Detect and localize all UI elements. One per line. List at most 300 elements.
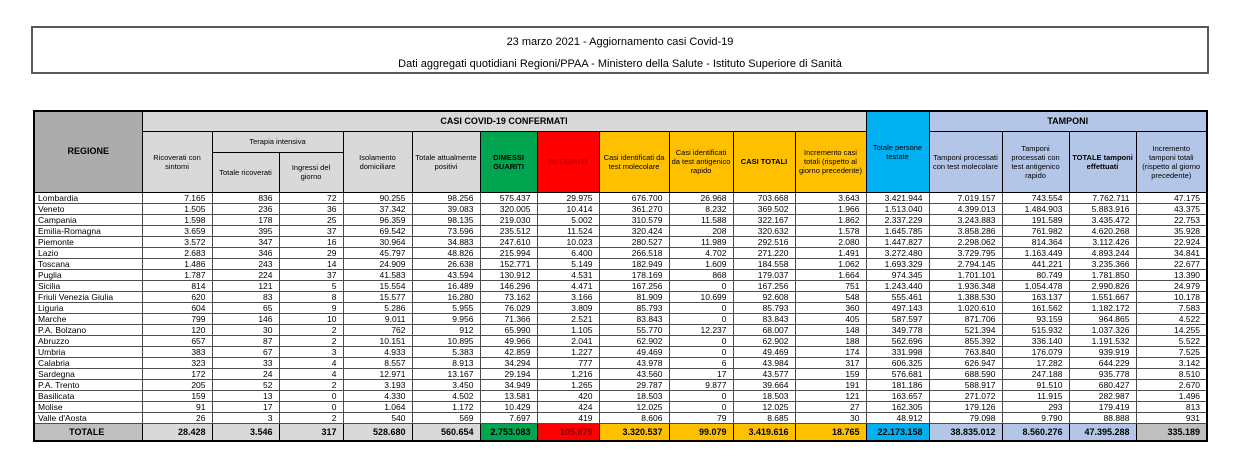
- value-cell: 420: [537, 390, 599, 401]
- value-cell: 247.188: [1002, 368, 1069, 379]
- value-cell: 346: [212, 247, 279, 258]
- value-cell: 3.809: [537, 302, 599, 313]
- value-cell: 4.620.268: [1069, 225, 1136, 236]
- value-cell: 0: [279, 401, 343, 412]
- value-cell: 179.037: [733, 269, 795, 280]
- value-cell: 55.770: [599, 324, 669, 335]
- value-cell: 320.424: [599, 225, 669, 236]
- region-name: Toscana: [34, 258, 142, 269]
- value-cell: 1.172: [412, 401, 480, 412]
- region-name: Calabria: [34, 357, 142, 368]
- value-cell: 121: [212, 280, 279, 291]
- value-cell: 24.979: [1136, 280, 1207, 291]
- value-cell: 606.325: [866, 357, 929, 368]
- region-name: Abruzzo: [34, 335, 142, 346]
- value-cell: 10.178: [1136, 291, 1207, 302]
- value-cell: 167.256: [599, 280, 669, 291]
- value-cell: 167.256: [733, 280, 795, 291]
- region-name: Valle d'Aosta: [34, 412, 142, 423]
- value-cell: 0: [669, 346, 733, 357]
- value-cell: 2.794.145: [929, 258, 1002, 269]
- value-cell: 680.427: [1069, 379, 1136, 390]
- value-cell: 7.583: [1136, 302, 1207, 313]
- value-cell: 521.394: [929, 324, 1002, 335]
- value-cell: 49.966: [480, 335, 537, 346]
- table-row: [34, 280, 1207, 291]
- value-cell: 71.366: [480, 313, 537, 324]
- table-row: [34, 313, 1207, 324]
- value-cell: 280.527: [599, 236, 669, 247]
- value-cell: 868: [669, 269, 733, 280]
- value-cell: 1.484.903: [1002, 203, 1069, 214]
- value-cell: 13.390: [1136, 269, 1207, 280]
- value-cell: 4.471: [537, 280, 599, 291]
- value-cell: 121: [795, 390, 866, 401]
- value-cell: 12.237: [669, 324, 733, 335]
- value-cell: 1.020.610: [929, 302, 1002, 313]
- value-cell: 931: [1136, 412, 1207, 423]
- value-cell: 179.419: [1069, 401, 1136, 412]
- value-cell: 65.990: [480, 324, 537, 335]
- value-cell: 331.998: [866, 346, 929, 357]
- region-name: Umbria: [34, 346, 142, 357]
- value-cell: 130.912: [480, 269, 537, 280]
- value-cell: 24.909: [343, 258, 412, 269]
- value-cell: 1.191.532: [1069, 335, 1136, 346]
- value-cell: 178.169: [599, 269, 669, 280]
- value-cell: 14.255: [1136, 324, 1207, 335]
- value-cell: 176.079: [1002, 346, 1069, 357]
- value-cell: 41.583: [343, 269, 412, 280]
- value-cell: 271.220: [733, 247, 795, 258]
- table-row: [34, 379, 1207, 390]
- value-cell: 3.435.472: [1069, 214, 1136, 225]
- value-cell: 743.554: [1002, 192, 1069, 203]
- value-cell: 93.159: [1002, 313, 1069, 324]
- value-cell: 49.469: [599, 346, 669, 357]
- value-cell: 17.282: [1002, 357, 1069, 368]
- value-cell: 3.421.944: [866, 192, 929, 203]
- group-header-tamponi: TAMPONI: [929, 111, 1207, 131]
- value-cell: 1.182.172: [1069, 302, 1136, 313]
- col-header-casi-totali: CASI TOTALI: [733, 131, 795, 192]
- value-cell: 3.243.883: [929, 214, 1002, 225]
- value-cell: 336.140: [1002, 335, 1069, 346]
- totals-value-cell: 99.079: [669, 423, 733, 441]
- table-row: [34, 302, 1207, 313]
- value-cell: 42.859: [480, 346, 537, 357]
- value-cell: 2.298.062: [929, 236, 1002, 247]
- value-cell: 2.670: [1136, 379, 1207, 390]
- value-cell: 6: [669, 357, 733, 368]
- table-row: [34, 368, 1207, 379]
- value-cell: 1.447.827: [866, 236, 929, 247]
- value-cell: 15.577: [343, 291, 412, 302]
- value-cell: 1.551.667: [1069, 291, 1136, 302]
- value-cell: 65: [212, 302, 279, 313]
- value-cell: 912: [412, 324, 480, 335]
- value-cell: 1.787: [142, 269, 212, 280]
- value-cell: 43.560: [599, 368, 669, 379]
- value-cell: 814.364: [1002, 236, 1069, 247]
- col-header-regione: REGIONE: [34, 111, 142, 192]
- region-name: Veneto: [34, 203, 142, 214]
- value-cell: 562.696: [866, 335, 929, 346]
- region-name: P.A. Trento: [34, 379, 142, 390]
- totals-label: TOTALE: [34, 423, 142, 441]
- table-row: [34, 225, 1207, 236]
- value-cell: 152.771: [480, 258, 537, 269]
- value-cell: 3.643: [795, 192, 866, 203]
- value-cell: 405: [795, 313, 866, 324]
- value-cell: 11.524: [537, 225, 599, 236]
- value-cell: 620: [142, 291, 212, 302]
- value-cell: 34.883: [412, 236, 480, 247]
- value-cell: 191.589: [1002, 214, 1069, 225]
- value-cell: 3: [279, 346, 343, 357]
- value-cell: 7.165: [142, 192, 212, 203]
- value-cell: 6.400: [537, 247, 599, 258]
- value-cell: 10: [279, 313, 343, 324]
- value-cell: 8.685: [733, 412, 795, 423]
- value-cell: 91.510: [1002, 379, 1069, 390]
- value-cell: 3.572: [142, 236, 212, 247]
- value-cell: 10.699: [669, 291, 733, 302]
- value-cell: 13.167: [412, 368, 480, 379]
- value-cell: 4: [279, 357, 343, 368]
- value-cell: 9.877: [669, 379, 733, 390]
- region-name: Liguria: [34, 302, 142, 313]
- value-cell: 98.256: [412, 192, 480, 203]
- value-cell: 657: [142, 335, 212, 346]
- value-cell: 30.964: [343, 236, 412, 247]
- value-cell: 26: [142, 412, 212, 423]
- value-cell: 2.990.826: [1069, 280, 1136, 291]
- value-cell: 34.294: [480, 357, 537, 368]
- totals-value-cell: 2.753.083: [480, 423, 537, 441]
- value-cell: 1.693.329: [866, 258, 929, 269]
- value-cell: 1.491: [795, 247, 866, 258]
- region-name: P.A. Bolzano: [34, 324, 142, 335]
- col-header-ricoverati-con-sintomi: Ricoverati con sintomi: [142, 131, 212, 192]
- value-cell: 219.030: [480, 214, 537, 225]
- value-cell: 395: [212, 225, 279, 236]
- value-cell: 676.700: [599, 192, 669, 203]
- value-cell: 69.542: [343, 225, 412, 236]
- value-cell: 37: [279, 269, 343, 280]
- value-cell: 644.229: [1069, 357, 1136, 368]
- value-cell: 4.330: [343, 390, 412, 401]
- value-cell: 49.469: [733, 346, 795, 357]
- value-cell: 34.841: [1136, 247, 1207, 258]
- totals-value-cell: 3.546: [212, 423, 279, 441]
- value-cell: 2.041: [537, 335, 599, 346]
- value-cell: 964.865: [1069, 313, 1136, 324]
- value-cell: 360: [795, 302, 866, 313]
- region-name: Lombardia: [34, 192, 142, 203]
- totals-row: [34, 423, 1207, 441]
- value-cell: 763.840: [929, 346, 1002, 357]
- value-cell: 30: [212, 324, 279, 335]
- value-cell: 10.895: [412, 335, 480, 346]
- value-cell: 5: [279, 280, 343, 291]
- region-name: Friuli Venezia Giulia: [34, 291, 142, 302]
- totals-value-cell: 47.395.288: [1069, 423, 1136, 441]
- value-cell: 9.011: [343, 313, 412, 324]
- value-cell: 13.581: [480, 390, 537, 401]
- value-cell: 33: [212, 357, 279, 368]
- value-cell: 30: [795, 412, 866, 423]
- col-header-casi-test-antigenico: Casi identificati da test antigenico rapido: [669, 131, 733, 192]
- value-cell: 5.883.916: [1069, 203, 1136, 214]
- value-cell: 799: [142, 313, 212, 324]
- totals-value-cell: 560.654: [412, 423, 480, 441]
- value-cell: 320.005: [480, 203, 537, 214]
- value-cell: 35.928: [1136, 225, 1207, 236]
- value-cell: 10.151: [343, 335, 412, 346]
- value-cell: 441.221: [1002, 258, 1069, 269]
- value-cell: 235.512: [480, 225, 537, 236]
- value-cell: 419: [537, 412, 599, 423]
- col-header-persone-testate: Totale persone testate: [866, 111, 929, 192]
- value-cell: 37.342: [343, 203, 412, 214]
- value-cell: 146.296: [480, 280, 537, 291]
- value-cell: 8.510: [1136, 368, 1207, 379]
- value-cell: 7.525: [1136, 346, 1207, 357]
- value-cell: 1.609: [669, 258, 733, 269]
- value-cell: 36: [279, 203, 343, 214]
- value-cell: 1.862: [795, 214, 866, 225]
- value-cell: 98.135: [412, 214, 480, 225]
- group-header-casi-confermati: CASI COVID-19 CONFERMATI: [142, 111, 866, 131]
- value-cell: 1.496: [1136, 390, 1207, 401]
- value-cell: 5.286: [343, 302, 412, 313]
- value-cell: 1.701.101: [929, 269, 1002, 280]
- value-cell: 3.193: [343, 379, 412, 390]
- value-cell: 4.531: [537, 269, 599, 280]
- value-cell: 22.924: [1136, 236, 1207, 247]
- table-row: [34, 401, 1207, 412]
- value-cell: 62.902: [733, 335, 795, 346]
- value-cell: 540: [343, 412, 412, 423]
- value-cell: 813: [1136, 401, 1207, 412]
- value-cell: 2: [279, 324, 343, 335]
- value-cell: 29.194: [480, 368, 537, 379]
- region-name: Puglia: [34, 269, 142, 280]
- value-cell: 178: [212, 214, 279, 225]
- value-cell: 88.888: [1069, 412, 1136, 423]
- value-cell: 215.994: [480, 247, 537, 258]
- value-cell: 47.175: [1136, 192, 1207, 203]
- value-cell: 1.163.449: [1002, 247, 1069, 258]
- value-cell: 4.399.013: [929, 203, 1002, 214]
- value-cell: 3.450: [412, 379, 480, 390]
- value-cell: 10.429: [480, 401, 537, 412]
- value-cell: 8.913: [412, 357, 480, 368]
- value-cell: 17: [669, 368, 733, 379]
- value-cell: 1.265: [537, 379, 599, 390]
- value-cell: 3.729.795: [929, 247, 1002, 258]
- value-cell: 814: [142, 280, 212, 291]
- table-row: [34, 236, 1207, 247]
- value-cell: 8.557: [343, 357, 412, 368]
- value-cell: 310.579: [599, 214, 669, 225]
- totals-value-cell: 8.560.276: [1002, 423, 1069, 441]
- value-cell: 1.227: [537, 346, 599, 357]
- value-cell: 0: [669, 280, 733, 291]
- value-cell: 497.143: [866, 302, 929, 313]
- value-cell: 10.023: [537, 236, 599, 247]
- value-cell: 1.966: [795, 203, 866, 214]
- value-cell: 1.062: [795, 258, 866, 269]
- value-cell: 67: [212, 346, 279, 357]
- value-cell: 24: [212, 368, 279, 379]
- value-cell: 0: [669, 335, 733, 346]
- value-cell: 424: [537, 401, 599, 412]
- value-cell: 2.683: [142, 247, 212, 258]
- value-cell: 322.167: [733, 214, 795, 225]
- value-cell: 0: [669, 302, 733, 313]
- value-cell: 90.255: [343, 192, 412, 203]
- value-cell: 3.235.366: [1069, 258, 1136, 269]
- value-cell: 29: [279, 247, 343, 258]
- totals-value-cell: 317: [279, 423, 343, 441]
- header-sub-row-1: [34, 131, 1207, 152]
- value-cell: 3.142: [1136, 357, 1207, 368]
- value-cell: 22.753: [1136, 214, 1207, 225]
- value-cell: 7.697: [480, 412, 537, 423]
- value-cell: 323: [142, 357, 212, 368]
- value-cell: 15.554: [343, 280, 412, 291]
- report-title: 23 marzo 2021 - Aggiornamento casi Covid-19: [506, 36, 734, 48]
- value-cell: 751: [795, 280, 866, 291]
- region-name: Campania: [34, 214, 142, 225]
- value-cell: 2: [279, 379, 343, 390]
- value-cell: 12.025: [599, 401, 669, 412]
- value-cell: 81.909: [599, 291, 669, 302]
- table-row: [34, 335, 1207, 346]
- value-cell: 83.843: [599, 313, 669, 324]
- value-cell: 2.521: [537, 313, 599, 324]
- value-cell: 247.610: [480, 236, 537, 247]
- value-cell: 703.668: [733, 192, 795, 203]
- value-cell: 935.778: [1069, 368, 1136, 379]
- value-cell: 369.502: [733, 203, 795, 214]
- table-row: [34, 258, 1207, 269]
- value-cell: 34.949: [480, 379, 537, 390]
- value-cell: 1.243.440: [866, 280, 929, 291]
- value-cell: 266.518: [599, 247, 669, 258]
- value-cell: 515.932: [1002, 324, 1069, 335]
- region-name: Basilicata: [34, 390, 142, 401]
- value-cell: 10.414: [537, 203, 599, 214]
- value-cell: 1.513.040: [866, 203, 929, 214]
- value-cell: 320.632: [733, 225, 795, 236]
- totals-value-cell: 335.189: [1136, 423, 1207, 441]
- value-cell: 2.337.229: [866, 214, 929, 225]
- value-cell: 18.503: [733, 390, 795, 401]
- value-cell: 163.137: [1002, 291, 1069, 302]
- table-row: [34, 324, 1207, 335]
- value-cell: 317: [795, 357, 866, 368]
- value-cell: 43.984: [733, 357, 795, 368]
- totals-value-cell: 105.879: [537, 423, 599, 441]
- table-row: [34, 357, 1207, 368]
- value-cell: 1.645.785: [866, 225, 929, 236]
- region-name: Lazio: [34, 247, 142, 258]
- value-cell: 12.025: [733, 401, 795, 412]
- value-cell: 1.578: [795, 225, 866, 236]
- value-cell: 2: [279, 412, 343, 423]
- value-cell: 27: [795, 401, 866, 412]
- col-header-attualmente-positivi: Totale attualmente positivi: [412, 131, 480, 192]
- value-cell: 1.664: [795, 269, 866, 280]
- value-cell: 939.919: [1069, 346, 1136, 357]
- value-cell: 9.790: [1002, 412, 1069, 423]
- region-name: Marche: [34, 313, 142, 324]
- value-cell: 1.054.478: [1002, 280, 1069, 291]
- col-header-casi-test-molecolare: Casi identificati da test molecolare: [599, 131, 669, 192]
- value-cell: 22.677: [1136, 258, 1207, 269]
- value-cell: 52: [212, 379, 279, 390]
- value-cell: 80.749: [1002, 269, 1069, 280]
- value-cell: 2.080: [795, 236, 866, 247]
- value-cell: 29.975: [537, 192, 599, 203]
- value-cell: 8: [279, 291, 343, 302]
- table-row: [34, 390, 1207, 401]
- value-cell: 0: [669, 313, 733, 324]
- col-header-tamponi-antigenico: Tamponi processati con test antigenico rapido: [1002, 131, 1069, 192]
- value-cell: 68.007: [733, 324, 795, 335]
- totals-value-cell: 22.173.158: [866, 423, 929, 441]
- value-cell: 3: [212, 412, 279, 423]
- value-cell: 188: [795, 335, 866, 346]
- value-cell: 172: [142, 368, 212, 379]
- value-cell: 974.345: [866, 269, 929, 280]
- totals-value-cell: 3.320.537: [599, 423, 669, 441]
- value-cell: 4.933: [343, 346, 412, 357]
- value-cell: 3.272.480: [866, 247, 929, 258]
- value-cell: 96.359: [343, 214, 412, 225]
- value-cell: 91: [142, 401, 212, 412]
- value-cell: 159: [142, 390, 212, 401]
- region-name: Piemonte: [34, 236, 142, 247]
- value-cell: 85.793: [599, 302, 669, 313]
- value-cell: 2: [279, 335, 343, 346]
- value-cell: 4.702: [669, 247, 733, 258]
- value-cell: 762: [343, 324, 412, 335]
- value-cell: 205: [142, 379, 212, 390]
- totals-value-cell: 28.428: [142, 423, 212, 441]
- value-cell: 0: [669, 401, 733, 412]
- value-cell: 13: [212, 390, 279, 401]
- value-cell: 4: [279, 368, 343, 379]
- value-cell: 3.858.286: [929, 225, 1002, 236]
- value-cell: 73.162: [480, 291, 537, 302]
- table-row: [34, 346, 1207, 357]
- value-cell: 17: [212, 401, 279, 412]
- value-cell: 162.305: [866, 401, 929, 412]
- value-cell: 575.437: [480, 192, 537, 203]
- value-cell: 16.489: [412, 280, 480, 291]
- value-cell: 1.216: [537, 368, 599, 379]
- value-cell: 5.522: [1136, 335, 1207, 346]
- value-cell: 0: [279, 390, 343, 401]
- value-cell: 191: [795, 379, 866, 390]
- value-cell: 282.987: [1069, 390, 1136, 401]
- value-cell: 626.947: [929, 357, 1002, 368]
- value-cell: 4.893.244: [1069, 247, 1136, 258]
